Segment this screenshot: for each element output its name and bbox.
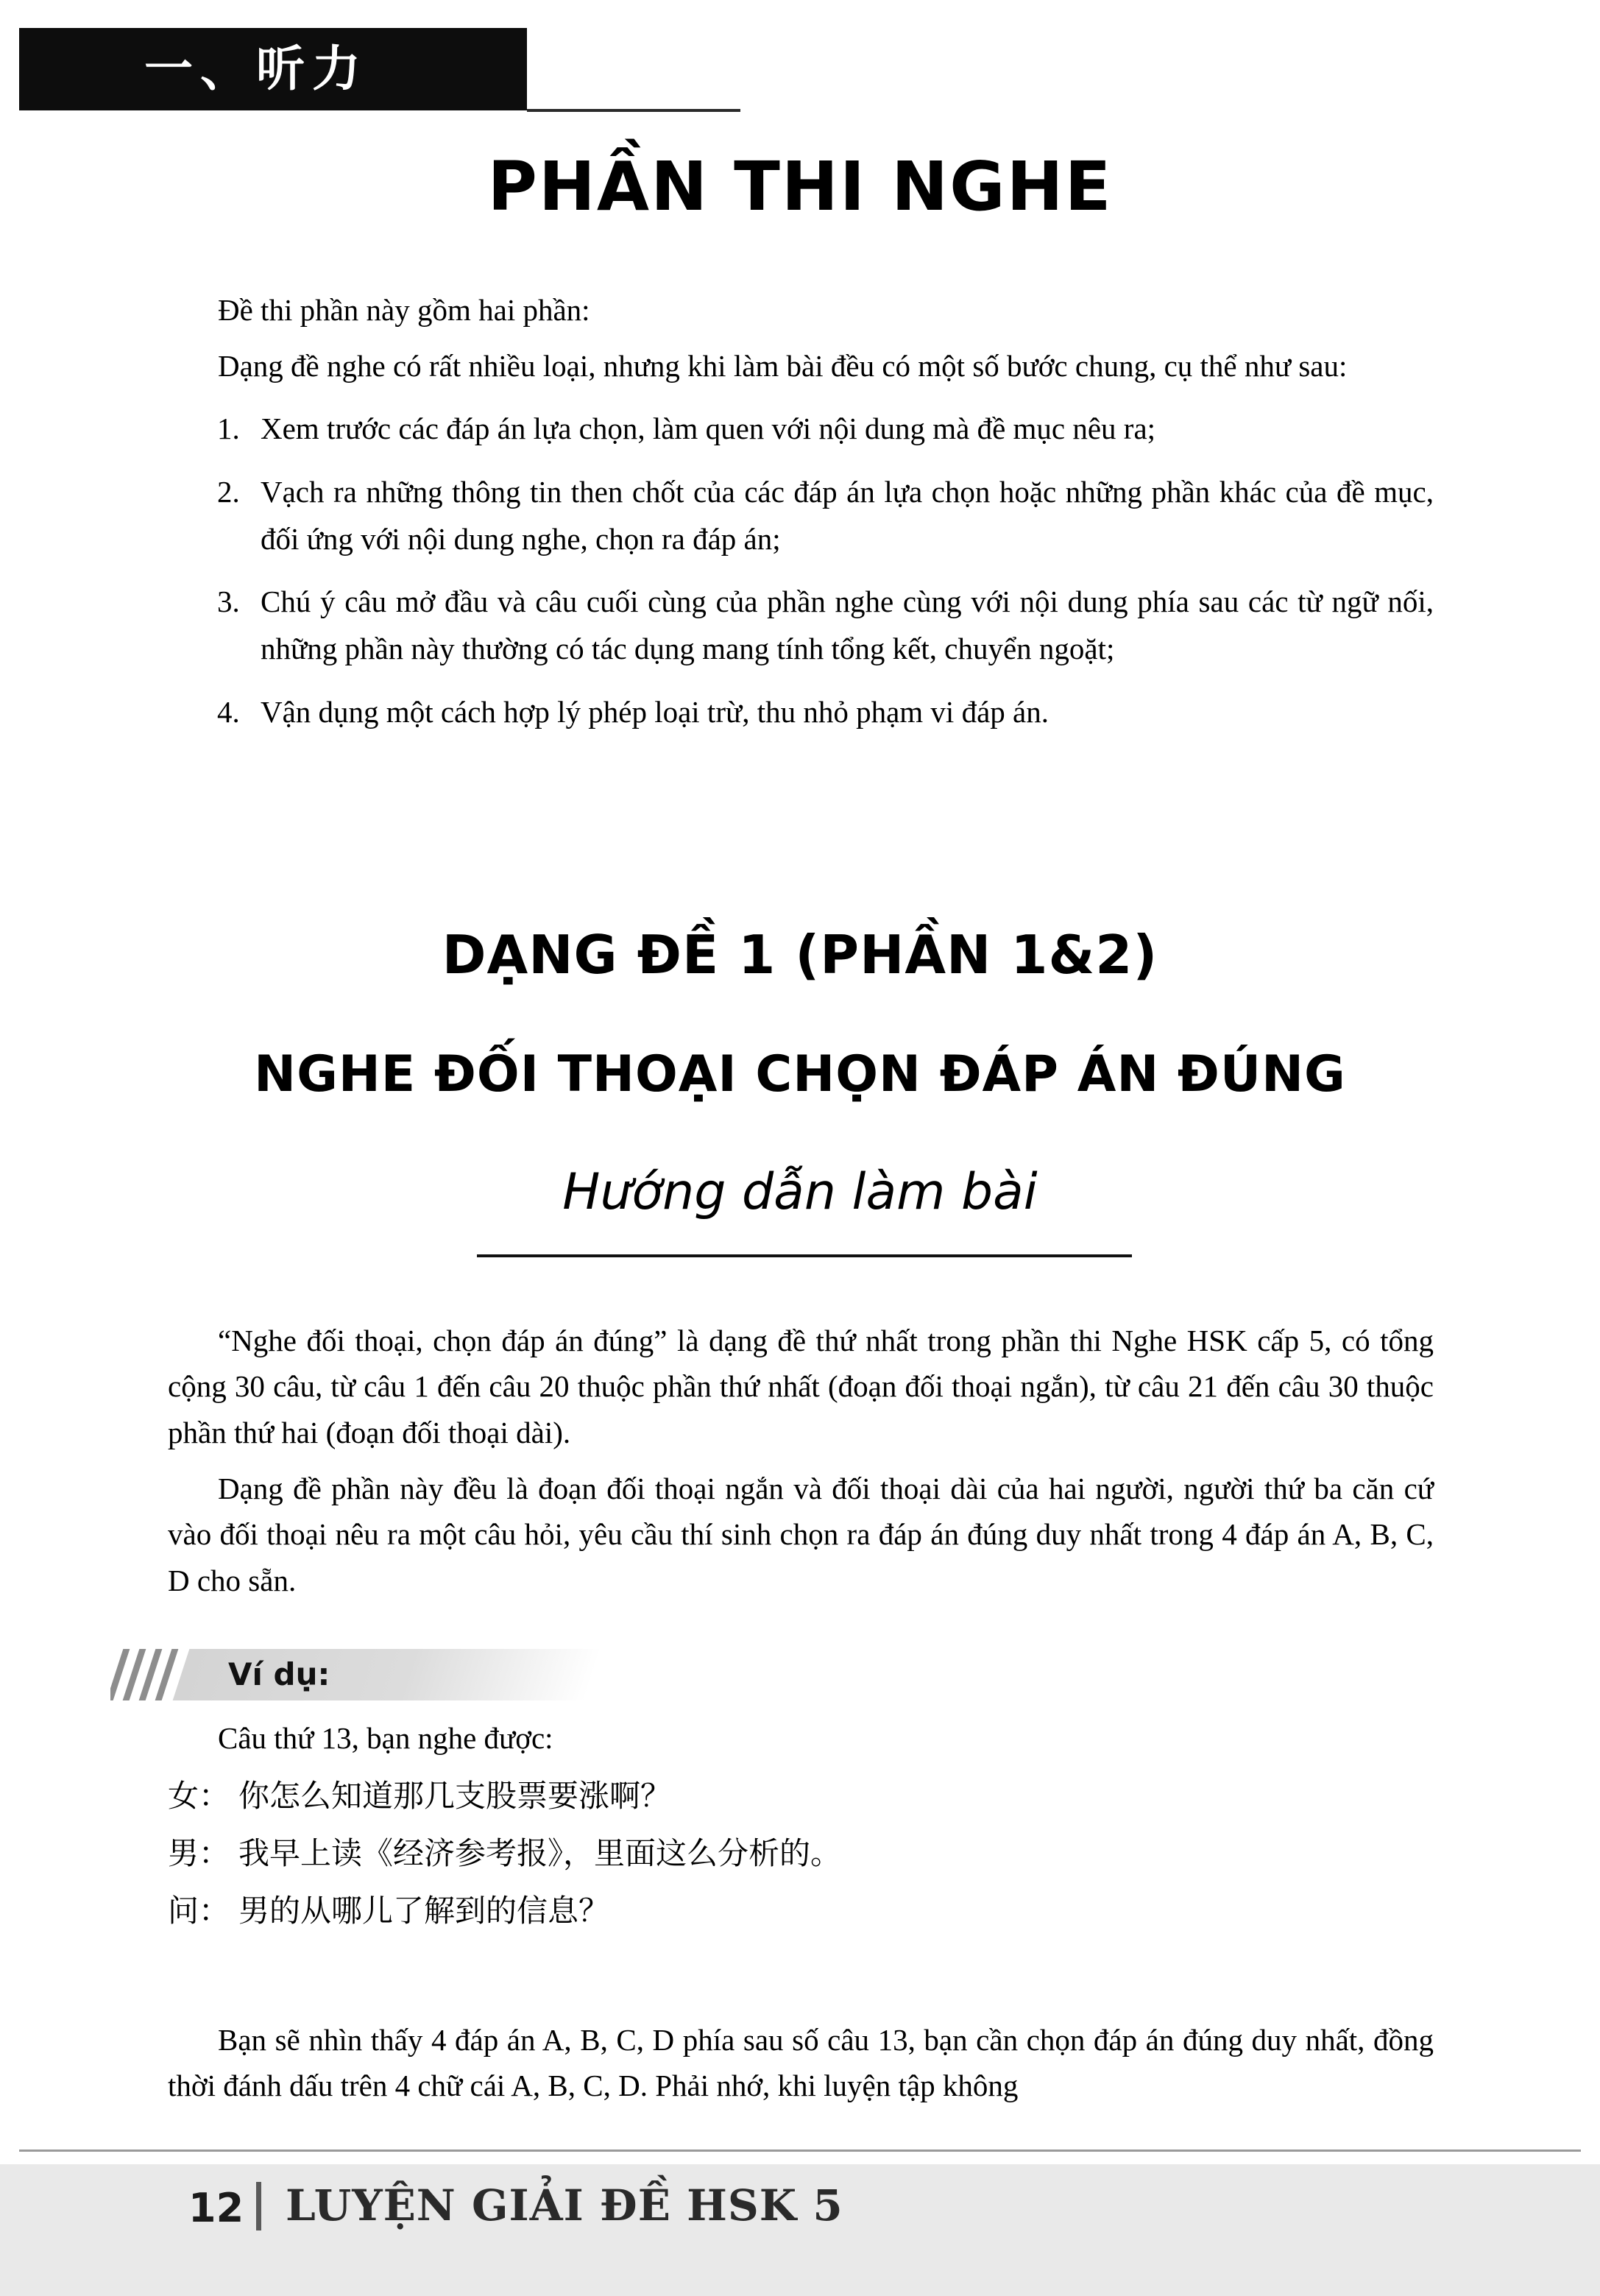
stripes-decoration xyxy=(110,1649,181,1700)
intro-line-1: Đề thi phần này gồm hai phần: xyxy=(218,293,590,327)
chapter-tab-label: 一、听力 xyxy=(144,40,368,97)
steps-list xyxy=(168,406,1434,737)
example-label: Ví dụ: xyxy=(228,1656,330,1692)
dialogue-line-male xyxy=(168,1829,1434,1879)
guide-section xyxy=(168,1318,1434,1614)
footer-separator xyxy=(256,2182,261,2230)
example-section xyxy=(168,1715,1434,1943)
section-heading-dang-de: DẠNG ĐỀ 1 (PHẦN 1&2) xyxy=(442,924,1158,986)
dialogue-speaker: 问： xyxy=(168,1893,230,1929)
section-heading-nghe-doi-thoai: NGHE ĐỐI THOẠI CHỌN ĐÁP ÁN ĐÚNG xyxy=(254,1045,1346,1103)
dialogue-text: 男的从哪儿了解到的信息？ xyxy=(238,1893,610,1929)
guide-paragraph-1: “Nghe đối thoại, chọn đáp án đúng” là dạng đề thứ nhất trong phần thi Nghe HSK cấp 5, có tổng cộng 30 câu, từ câu 1 đến câu 20 thuộc phần thứ nhất (đoạn đối thoại ngắn), từ câu 21 đến câu 30 thuộc phần thứ hai (đoạn đối thoại dài). xyxy=(168,1324,1434,1449)
example-closing-section xyxy=(168,2017,1434,2119)
page-title: PHẦN THI NGHE xyxy=(487,147,1113,226)
list-item: 1. Xem trước các đáp án lựa chọn, làm quen với nội dung mà đề mục nêu ra; xyxy=(247,406,1434,453)
guide-paragraph-2: Dạng đề phần này đều là đoạn đối thoại ngắn và đối thoại dài của hai người, người thứ ba căn cứ vào đối thoại nêu ra một câu hỏi, yêu cầu thí sinh chọn ra đáp án đúng duy nhất trong 4 đáp án A, B, C, D cho sẵn. xyxy=(168,1471,1434,1597)
dialogue-text: 你怎么知道那几支股票要涨啊？ xyxy=(238,1778,672,1815)
dialogue-line-female xyxy=(168,1771,1434,1821)
dialogue-text: 我早上读《经济参考报》，里面这么分析的。 xyxy=(238,1835,842,1872)
list-item: 3. Chú ý câu mở đầu và câu cuối cùng của phần nghe cùng với nội dung phía sau các từ ngữ nối, những phần này thường có tác dụng mang tính tổng kết, chuyển ngoặt; xyxy=(247,579,1434,673)
header-divider xyxy=(527,109,740,112)
example-closing-paragraph: Bạn sẽ nhìn thấy 4 đáp án A, B, C, D phía sau số câu 13, bạn cần chọn đáp án đúng duy nhất, đồng thời đánh dấu trên 4 chữ cái A, B, C, D. Phải nhớ, khi luyện tập không xyxy=(168,2023,1434,2103)
intro-line-2: Dạng đề nghe có rất nhiều loại, nhưng khi làm bài đều có một số bước chung, cụ thể như sau: xyxy=(218,349,1348,384)
footer-divider xyxy=(19,2150,1581,2152)
list-item: 4. Vận dụng một cách hợp lý phép loại trừ, thu nhỏ phạm vi đáp án. xyxy=(247,689,1434,736)
chapter-tab xyxy=(19,28,527,110)
dialogue-speaker: 女： xyxy=(168,1778,230,1815)
example-prompt: Câu thứ 13, bạn nghe được: xyxy=(218,1721,553,1755)
page-number: 12 xyxy=(188,2185,244,2231)
example-banner xyxy=(110,1649,611,1700)
list-item: 2. Vạch ra những thông tin then chốt của các đáp án lựa chọn hoặc những phần khác của đề mục, đối ứng với nội dung nghe, chọn ra đáp án; xyxy=(247,469,1434,563)
section-heading-huong-dan: Hướng dẫn làm bài xyxy=(562,1163,1038,1221)
book-title: LUYỆN GIẢI ĐỀ HSK 5 xyxy=(286,2180,843,2230)
dialogue-speaker: 男： xyxy=(168,1835,230,1872)
dialogue-line-question xyxy=(168,1886,1434,1936)
heading-underline xyxy=(477,1254,1132,1257)
intro-section xyxy=(168,287,1434,752)
